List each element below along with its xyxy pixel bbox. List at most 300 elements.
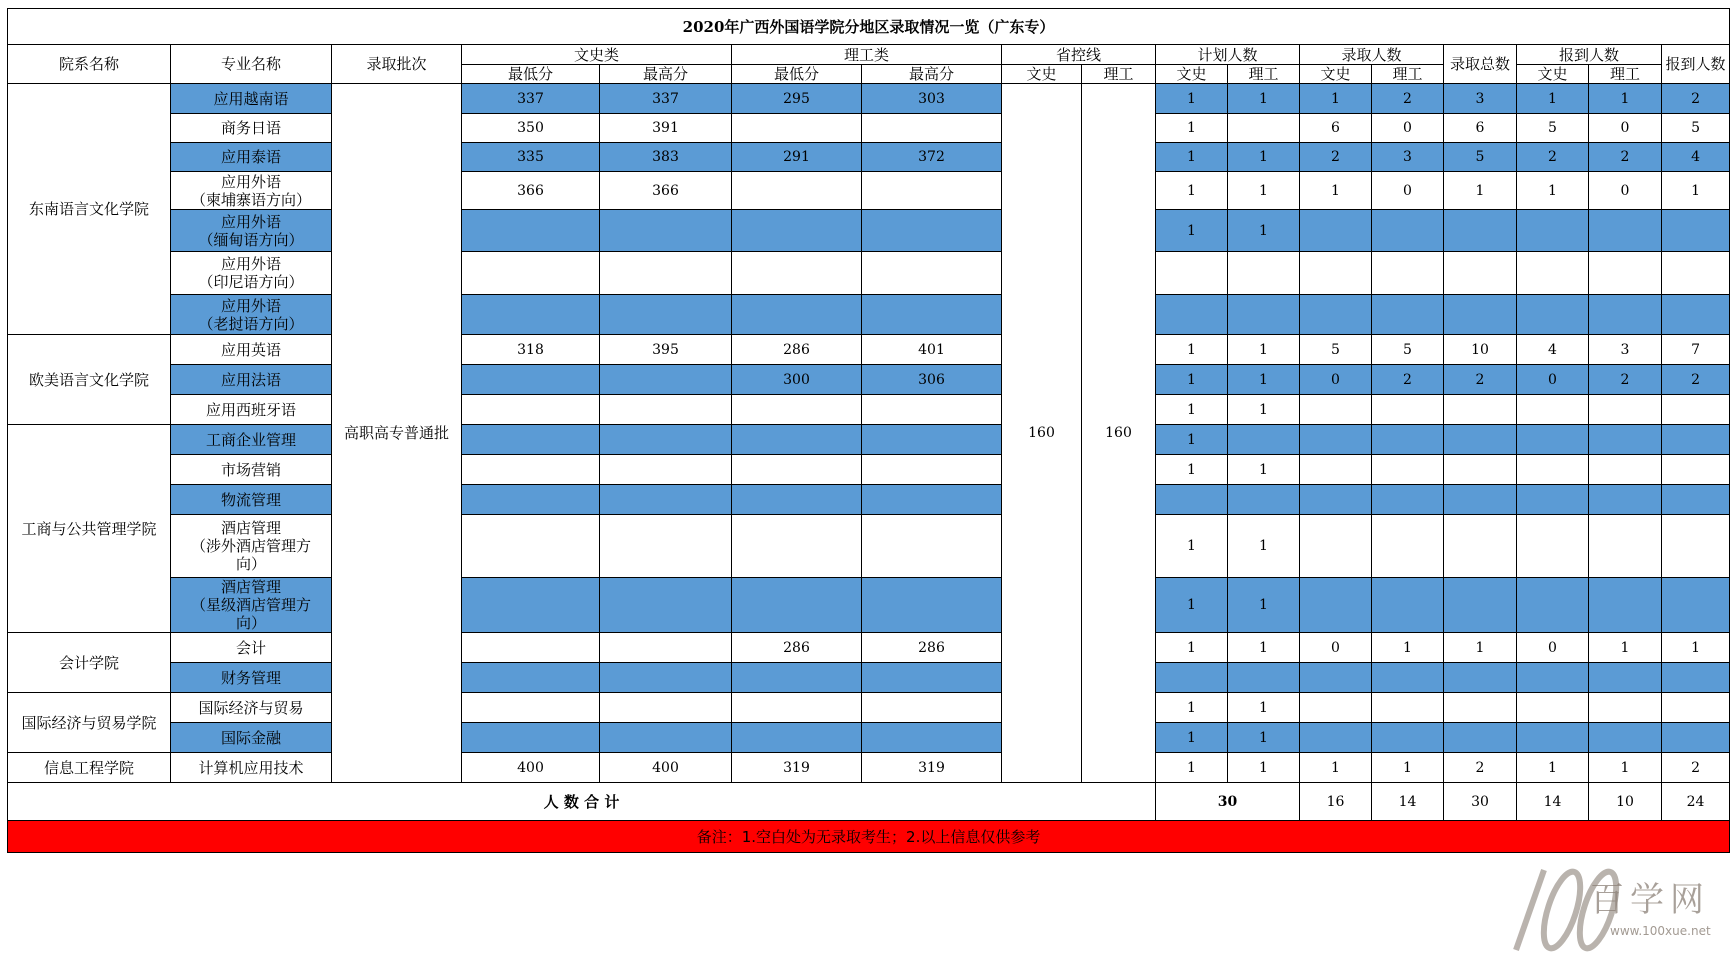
wenshi-max-cell — [600, 633, 732, 663]
ligong-min-cell: 319 — [732, 753, 862, 783]
wenshi-min-cell: 366 — [462, 172, 600, 210]
wenshi-min-cell — [462, 485, 600, 515]
wenshi-max-cell — [600, 455, 732, 485]
major-name — [171, 485, 332, 515]
report-ligong-cell — [1589, 578, 1662, 633]
admit-ligong-cell — [1372, 663, 1444, 693]
batch-value: 高职高专普通批 — [332, 84, 462, 783]
major-name-line: 酒店管理 — [220, 519, 281, 537]
major-name-line: 应用西班牙语 — [205, 400, 296, 419]
table-row — [8, 365, 1730, 395]
table-row — [8, 84, 1730, 114]
wenshi-min-cell: 318 — [462, 335, 600, 365]
admit-total-cell — [1444, 295, 1517, 335]
report-ligong-cell: 0 — [1589, 114, 1662, 143]
major-name-line: 应用泰语 — [220, 148, 281, 166]
report-total-cell — [1662, 295, 1730, 335]
plan-ligong-cell: 1 — [1228, 753, 1300, 783]
ligong-max-cell — [862, 723, 1002, 753]
plan-ligong-cell — [1228, 425, 1300, 455]
report-ligong-cell — [1589, 395, 1662, 425]
report-ligong-cell — [1589, 295, 1662, 335]
ligong-max-cell: 372 — [862, 143, 1002, 172]
major-name — [171, 210, 332, 252]
header-control-line: 省控线 — [1002, 45, 1156, 65]
major-name-line: 应用外语 — [220, 212, 281, 231]
note-row — [8, 821, 1730, 853]
plan-wenshi-cell: 1 — [1156, 723, 1228, 753]
report-wenshi-cell — [1517, 663, 1589, 693]
major-name-line: 工商企业管理 — [205, 430, 296, 449]
wenshi-min-cell — [462, 633, 600, 663]
plan-ligong-cell: 1 — [1228, 210, 1300, 252]
admit-wenshi-cell — [1300, 295, 1372, 335]
table-row — [8, 693, 1730, 723]
admit-total-cell — [1444, 455, 1517, 485]
wenshi-min-cell — [462, 295, 600, 335]
plan-wenshi-cell: 1 — [1156, 143, 1228, 172]
total-report-ligong: 10 — [1589, 783, 1662, 821]
report-ligong-cell — [1589, 485, 1662, 515]
plan-ligong-cell — [1228, 295, 1300, 335]
plan-wenshi-cell: 1 — [1156, 753, 1228, 783]
admit-wenshi-cell — [1300, 723, 1372, 753]
report-ligong-cell: 3 — [1589, 335, 1662, 365]
plan-ligong-cell: 1 — [1228, 335, 1300, 365]
ligong-min-cell: 291 — [732, 143, 862, 172]
total-row — [8, 783, 1730, 821]
table-row — [8, 578, 1730, 633]
wenshi-max-cell — [600, 578, 732, 633]
report-total-cell — [1662, 210, 1730, 252]
wenshi-min-cell — [462, 578, 600, 633]
ligong-max-cell: 306 — [862, 365, 1002, 395]
wenshi-max-cell: 391 — [600, 114, 732, 143]
report-wenshi-cell — [1517, 395, 1589, 425]
admit-ligong-cell — [1372, 693, 1444, 723]
major-name — [171, 335, 332, 365]
report-wenshi-cell — [1517, 485, 1589, 515]
ligong-min-cell: 286 — [732, 335, 862, 365]
plan-ligong-cell: 1 — [1228, 395, 1300, 425]
header-plan: 计划人数 — [1156, 45, 1300, 65]
report-wenshi-cell: 0 — [1517, 365, 1589, 395]
admit-ligong-cell: 2 — [1372, 84, 1444, 114]
admit-wenshi-cell: 0 — [1300, 365, 1372, 395]
admit-total-cell: 2 — [1444, 753, 1517, 783]
report-wenshi-cell — [1517, 578, 1589, 633]
report-wenshi-cell: 2 — [1517, 143, 1589, 172]
dept-name: 国际经济与贸易学院 — [8, 693, 171, 753]
dept-name: 信息工程学院 — [8, 753, 171, 783]
report-wenshi-cell — [1517, 515, 1589, 578]
report-wenshi-cell: 1 — [1517, 172, 1589, 210]
table-row — [8, 295, 1730, 335]
table-row — [8, 753, 1730, 783]
admit-total-cell — [1444, 485, 1517, 515]
header-total: 录取总数 — [1444, 45, 1517, 84]
report-wenshi-cell: 0 — [1517, 633, 1589, 663]
admit-wenshi-cell — [1300, 425, 1372, 455]
admit-total-cell: 1 — [1444, 172, 1517, 210]
wenshi-min-cell — [462, 252, 600, 295]
report-wenshi-cell: 4 — [1517, 335, 1589, 365]
major-name — [171, 693, 332, 723]
major-name — [171, 723, 332, 753]
wenshi-min-cell — [462, 693, 600, 723]
wenshi-max-cell — [600, 515, 732, 578]
admit-total-cell — [1444, 578, 1517, 633]
admit-wenshi-cell — [1300, 663, 1372, 693]
major-name-line: 应用英语 — [220, 340, 281, 359]
wenshi-max-cell: 383 — [600, 143, 732, 172]
plan-wenshi-cell: 1 — [1156, 693, 1228, 723]
major-name-line: 计算机应用技术 — [198, 758, 304, 777]
admit-total-cell: 3 — [1444, 84, 1517, 114]
report-total-cell — [1662, 693, 1730, 723]
ligong-max-cell — [862, 663, 1002, 693]
admit-total-cell — [1444, 515, 1517, 578]
admit-total-cell — [1444, 663, 1517, 693]
plan-wenshi-cell: 1 — [1156, 84, 1228, 114]
report-ligong-cell: 1 — [1589, 753, 1662, 783]
report-ligong-cell: 2 — [1589, 143, 1662, 172]
table-row — [8, 515, 1730, 578]
plan-ligong-cell: 1 — [1228, 84, 1300, 114]
plan-wenshi-cell: 1 — [1156, 515, 1228, 578]
major-name-line: 财务管理 — [220, 668, 281, 687]
table-row — [8, 395, 1730, 425]
wenshi-min-cell — [462, 210, 600, 252]
admit-wenshi-cell: 1 — [1300, 172, 1372, 210]
plan-ligong-cell — [1228, 485, 1300, 515]
report-wenshi-cell — [1517, 455, 1589, 485]
header-control-wenshi: 文史 — [1002, 65, 1082, 84]
admit-wenshi-cell: 2 — [1300, 143, 1372, 172]
ligong-max-cell — [862, 425, 1002, 455]
ligong-max-cell — [862, 578, 1002, 633]
admit-ligong-cell — [1372, 210, 1444, 252]
report-total-cell — [1662, 425, 1730, 455]
admit-total-cell: 10 — [1444, 335, 1517, 365]
admit-wenshi-cell — [1300, 455, 1372, 485]
wenshi-max-cell: 366 — [600, 172, 732, 210]
admit-wenshi-cell — [1300, 515, 1372, 578]
ligong-max-cell: 286 — [862, 633, 1002, 663]
major-name-line: 国际经济与贸易 — [198, 698, 304, 717]
plan-wenshi-cell: 1 — [1156, 114, 1228, 143]
ligong-max-cell: 319 — [862, 753, 1002, 783]
table-row — [8, 143, 1730, 172]
major-name-line: （缅甸语方向） — [198, 230, 304, 249]
admit-wenshi-cell — [1300, 578, 1372, 633]
header-plan-wenshi: 文史 — [1156, 65, 1228, 84]
major-name — [171, 753, 332, 783]
plan-wenshi-cell: 1 — [1156, 633, 1228, 663]
ligong-max-cell — [862, 172, 1002, 210]
report-total-cell — [1662, 252, 1730, 295]
report-total-cell — [1662, 723, 1730, 753]
admit-total-cell: 2 — [1444, 365, 1517, 395]
ligong-max-cell — [862, 455, 1002, 485]
plan-wenshi-cell: 1 — [1156, 172, 1228, 210]
table-row — [8, 172, 1730, 210]
major-name — [171, 295, 332, 335]
major-name-line: 市场营销 — [220, 460, 281, 479]
admission-table-sheet — [7, 8, 1729, 943]
ligong-min-cell — [732, 295, 862, 335]
admit-ligong-cell: 3 — [1372, 143, 1444, 172]
plan-ligong-cell: 1 — [1228, 172, 1300, 210]
admission-table — [7, 8, 1730, 853]
header-dept: 院系名称 — [8, 45, 171, 84]
report-wenshi-cell: 5 — [1517, 114, 1589, 143]
plan-wenshi-cell — [1156, 252, 1228, 295]
header-wenshi-min: 最低分 — [462, 65, 600, 84]
wenshi-min-cell — [462, 425, 600, 455]
major-name-line: （星级酒店管理方 — [190, 596, 311, 614]
ligong-min-cell — [732, 425, 862, 455]
table-row — [8, 335, 1730, 365]
ligong-min-cell: 295 — [732, 84, 862, 114]
plan-ligong-cell — [1228, 663, 1300, 693]
report-total-cell — [1662, 395, 1730, 425]
report-total-cell: 2 — [1662, 84, 1730, 114]
report-ligong-cell — [1589, 515, 1662, 578]
admit-ligong-cell — [1372, 723, 1444, 753]
total-report-all: 24 — [1662, 783, 1730, 821]
admit-total-cell — [1444, 252, 1517, 295]
plan-wenshi-cell: 1 — [1156, 578, 1228, 633]
plan-ligong-cell: 1 — [1228, 455, 1300, 485]
admit-ligong-cell: 0 — [1372, 172, 1444, 210]
report-ligong-cell — [1589, 425, 1662, 455]
report-wenshi-cell — [1517, 693, 1589, 723]
header-control-ligong: 理工 — [1082, 65, 1156, 84]
ligong-min-cell — [732, 693, 862, 723]
plan-wenshi-cell — [1156, 485, 1228, 515]
report-total-cell: 5 — [1662, 114, 1730, 143]
ligong-min-cell — [732, 578, 862, 633]
ligong-min-cell — [732, 210, 862, 252]
wenshi-max-cell — [600, 252, 732, 295]
report-wenshi-cell — [1517, 252, 1589, 295]
admit-total-cell — [1444, 723, 1517, 753]
wenshi-min-cell: 350 — [462, 114, 600, 143]
wenshi-max-cell: 395 — [600, 335, 732, 365]
dept-name: 东南语言文化学院 — [8, 84, 171, 335]
header-batch: 录取批次 — [332, 45, 462, 84]
admit-ligong-cell — [1372, 455, 1444, 485]
major-name — [171, 425, 332, 455]
plan-wenshi-cell: 1 — [1156, 365, 1228, 395]
major-name — [171, 84, 332, 114]
wenshi-min-cell: 337 — [462, 84, 600, 114]
plan-ligong-cell — [1228, 114, 1300, 143]
ligong-max-cell — [862, 515, 1002, 578]
report-ligong-cell — [1589, 723, 1662, 753]
table-row — [8, 425, 1730, 455]
major-name-line: 国际金融 — [220, 728, 281, 747]
plan-wenshi-cell: 1 — [1156, 455, 1228, 485]
table-row — [8, 723, 1730, 753]
admit-ligong-cell — [1372, 578, 1444, 633]
major-name — [171, 143, 332, 172]
major-name-line: （老挝语方向） — [198, 314, 304, 333]
ligong-max-cell — [862, 114, 1002, 143]
major-name-line: 向） — [235, 555, 266, 573]
report-ligong-cell: 0 — [1589, 172, 1662, 210]
major-name-line: 应用越南语 — [213, 89, 289, 108]
watermark-name: 百学网 — [1590, 880, 1710, 920]
wenshi-max-cell — [600, 395, 732, 425]
wenshi-min-cell — [462, 515, 600, 578]
header-plan-ligong: 理工 — [1228, 65, 1300, 84]
header-admit-ligong: 理工 — [1372, 65, 1444, 84]
wenshi-max-cell — [600, 295, 732, 335]
ligong-min-cell — [732, 515, 862, 578]
plan-ligong-cell: 1 — [1228, 578, 1300, 633]
admit-ligong-cell: 0 — [1372, 114, 1444, 143]
report-wenshi-cell: 1 — [1517, 84, 1589, 114]
ligong-max-cell — [862, 295, 1002, 335]
admit-wenshi-cell — [1300, 485, 1372, 515]
header-wenshi-max: 最高分 — [600, 65, 732, 84]
report-wenshi-cell: 1 — [1517, 753, 1589, 783]
admit-ligong-cell: 5 — [1372, 335, 1444, 365]
ligong-min-cell — [732, 395, 862, 425]
plan-wenshi-cell: 1 — [1156, 210, 1228, 252]
wenshi-min-cell — [462, 365, 600, 395]
header-wenshi-class: 文史类 — [462, 45, 732, 65]
table-row — [8, 252, 1730, 295]
plan-wenshi-cell — [1156, 663, 1228, 693]
admit-total-cell: 1 — [1444, 633, 1517, 663]
wenshi-max-cell — [600, 485, 732, 515]
admit-wenshi-cell: 0 — [1300, 633, 1372, 663]
admit-ligong-cell — [1372, 395, 1444, 425]
wenshi-min-cell: 400 — [462, 753, 600, 783]
report-total-cell — [1662, 485, 1730, 515]
table-row — [8, 633, 1730, 663]
admit-total-cell — [1444, 425, 1517, 455]
header-row-1 — [8, 45, 1730, 65]
major-name — [171, 172, 332, 210]
plan-ligong-cell: 1 — [1228, 515, 1300, 578]
admit-ligong-cell — [1372, 485, 1444, 515]
table-row — [8, 455, 1730, 485]
report-wenshi-cell — [1517, 295, 1589, 335]
wenshi-min-cell — [462, 395, 600, 425]
major-name-line: 向） — [235, 614, 266, 632]
wenshi-min-cell — [462, 663, 600, 693]
report-ligong-cell — [1589, 663, 1662, 693]
ligong-min-cell — [732, 172, 862, 210]
admit-total-cell: 5 — [1444, 143, 1517, 172]
wenshi-max-cell — [600, 663, 732, 693]
table-row — [8, 210, 1730, 252]
table-row — [8, 114, 1730, 143]
ligong-max-cell — [862, 485, 1002, 515]
major-name-line: 酒店管理 — [220, 578, 281, 596]
dept-name: 会计学院 — [8, 633, 171, 693]
ligong-max-cell: 303 — [862, 84, 1002, 114]
header-report-ligong: 理工 — [1589, 65, 1662, 84]
ligong-max-cell: 401 — [862, 335, 1002, 365]
report-total-cell — [1662, 578, 1730, 633]
report-total-cell — [1662, 515, 1730, 578]
wenshi-max-cell — [600, 210, 732, 252]
major-name-line: （涉外酒店管理方 — [190, 537, 311, 555]
report-ligong-cell: 2 — [1589, 365, 1662, 395]
report-total-cell: 7 — [1662, 335, 1730, 365]
plan-wenshi-cell: 1 — [1156, 335, 1228, 365]
admit-ligong-cell — [1372, 252, 1444, 295]
admit-wenshi-cell: 1 — [1300, 84, 1372, 114]
major-name-line: （柬埔寨语方向） — [190, 190, 311, 209]
major-name — [171, 114, 332, 143]
plan-wenshi-cell — [1156, 295, 1228, 335]
admit-ligong-cell — [1372, 425, 1444, 455]
header-report-total: 报到人数 — [1662, 45, 1730, 84]
admit-total-cell — [1444, 395, 1517, 425]
admit-wenshi-cell: 1 — [1300, 753, 1372, 783]
table-row — [8, 485, 1730, 515]
admit-total-cell: 6 — [1444, 114, 1517, 143]
major-name-line: 商务日语 — [220, 119, 281, 137]
table-title: 2020年广西外国语学院分地区录取情况一览（广东专） — [8, 9, 1730, 45]
total-admit-ligong: 14 — [1372, 783, 1444, 821]
major-name-line: 应用法语 — [220, 370, 281, 389]
admit-ligong-cell: 1 — [1372, 633, 1444, 663]
admit-ligong-cell: 1 — [1372, 753, 1444, 783]
report-wenshi-cell — [1517, 210, 1589, 252]
plan-ligong-cell: 1 — [1228, 693, 1300, 723]
ligong-max-cell — [862, 693, 1002, 723]
major-name — [171, 252, 332, 295]
wenshi-max-cell: 400 — [600, 753, 732, 783]
ligong-min-cell — [732, 723, 862, 753]
report-ligong-cell — [1589, 252, 1662, 295]
wenshi-max-cell — [600, 693, 732, 723]
ligong-max-cell — [862, 210, 1002, 252]
major-name — [171, 515, 332, 578]
report-total-cell: 1 — [1662, 633, 1730, 663]
major-name-line: （印尼语方向） — [198, 273, 304, 291]
plan-ligong-cell — [1228, 252, 1300, 295]
dept-name: 欧美语言文化学院 — [8, 335, 171, 425]
header-admit: 录取人数 — [1300, 45, 1444, 65]
title-row — [8, 9, 1730, 45]
report-ligong-cell — [1589, 210, 1662, 252]
wenshi-max-cell: 337 — [600, 84, 732, 114]
header-ligong-class: 理工类 — [732, 45, 1002, 65]
admit-wenshi-cell — [1300, 210, 1372, 252]
report-ligong-cell — [1589, 693, 1662, 723]
ligong-min-cell: 286 — [732, 633, 862, 663]
total-report-wenshi: 14 — [1517, 783, 1589, 821]
watermark-url: www.100xue.net — [1610, 924, 1711, 938]
report-total-cell: 2 — [1662, 365, 1730, 395]
admit-wenshi-cell — [1300, 252, 1372, 295]
total-admit-all: 30 — [1444, 783, 1517, 821]
ligong-max-cell — [862, 252, 1002, 295]
major-name — [171, 455, 332, 485]
admit-wenshi-cell: 5 — [1300, 335, 1372, 365]
header-ligong-max: 最高分 — [862, 65, 1002, 84]
note-text: 备注：1.空白处为无录取考生；2.以上信息仅供参考 — [8, 821, 1730, 853]
report-ligong-cell: 1 — [1589, 84, 1662, 114]
